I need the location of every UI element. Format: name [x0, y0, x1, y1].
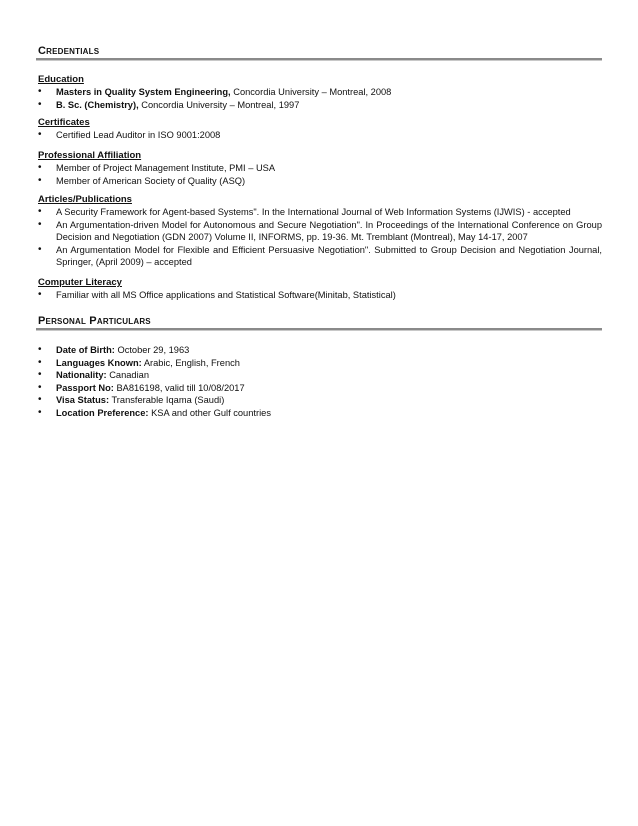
- personal-value: KSA and other Gulf countries: [148, 407, 271, 418]
- personal-label: Location Preference:: [56, 407, 149, 418]
- list-item: • Familiar with all MS Office applications and Statistical Software(Minitab, Statistical): [38, 289, 602, 302]
- personal-label: Languages Known:: [56, 357, 142, 368]
- personal-heading: Personal Particulars: [38, 315, 151, 327]
- list-item: • An Argumentation Model for Flexible and Efficient Persuasive Negotiation". Submitted to Group Decision and Negotiation Journal, Springer, (April 2009) – accepted: [38, 244, 602, 269]
- personal-value: Arabic, English, French: [141, 357, 240, 368]
- list-item: [38, 407, 602, 420]
- personal-label: Visa Status:: [56, 395, 110, 406]
- articles-heading: Articles/Publications: [38, 194, 132, 205]
- list-item: • Member of American Society of Quality (ASQ): [38, 175, 602, 188]
- articles-list: [38, 206, 602, 269]
- affiliation-list: [38, 162, 602, 187]
- education-list: [38, 86, 602, 111]
- personal-value: October 29, 1963: [114, 345, 190, 355]
- education-heading: Education: [38, 74, 84, 85]
- computer-literacy-list: [38, 289, 602, 302]
- list-item: • Certified Lead Auditor in ISO 9001:2008: [38, 129, 602, 142]
- computer-literacy-heading: Computer Literacy: [38, 277, 122, 288]
- list-item: • A Security Framework for Agent-based Systems". In the International Journal of Web Information Systems (IJWIS) - accepted: [38, 206, 602, 219]
- personal-divider: [36, 328, 602, 331]
- list-item: [38, 382, 602, 395]
- list-item: [38, 357, 602, 370]
- personal-value: BA816198, valid till 10/08/2017: [113, 382, 245, 393]
- personal-label: Passport No:: [56, 382, 114, 393]
- list-item: • Member of Project Management Institute, PMI – USA: [38, 162, 602, 175]
- personal-value: Transferable Iqama (Saudi): [109, 395, 225, 406]
- degree-name: Masters in Quality System Engineering,: [56, 87, 231, 97]
- personal-label: Date of Birth:: [56, 345, 115, 355]
- personal-label: Nationality:: [56, 370, 107, 381]
- personal-value: Canadian: [106, 370, 150, 381]
- credentials-heading: Credentials: [38, 45, 100, 57]
- list-item: • An Argumentation-driven Model for Autonomous and Secure Negotiation". In Proceedings of the International Conference on Group Decision and Negotiation (GDN 2007) Volume II, INFORMS, pp. 19-36. Mt. Tremblant (Montreal), May 14-17, 2007: [38, 219, 602, 244]
- degree-name: B. Sc. (Chemistry),: [56, 99, 139, 110]
- degree-detail: Concordia University – Montreal, 2008: [230, 87, 392, 97]
- certificates-list: [38, 129, 602, 142]
- list-item: [38, 344, 602, 357]
- personal-list: [38, 344, 602, 420]
- list-item: [38, 369, 602, 382]
- credentials-divider: [36, 58, 602, 61]
- list-item: [38, 99, 602, 112]
- affiliation-heading: Professional Affiliation: [38, 150, 142, 161]
- certificates-heading: Certificates: [38, 117, 90, 128]
- degree-detail: Concordia University – Montreal, 1997: [138, 99, 300, 110]
- list-item: [38, 86, 602, 99]
- list-item: [38, 394, 602, 407]
